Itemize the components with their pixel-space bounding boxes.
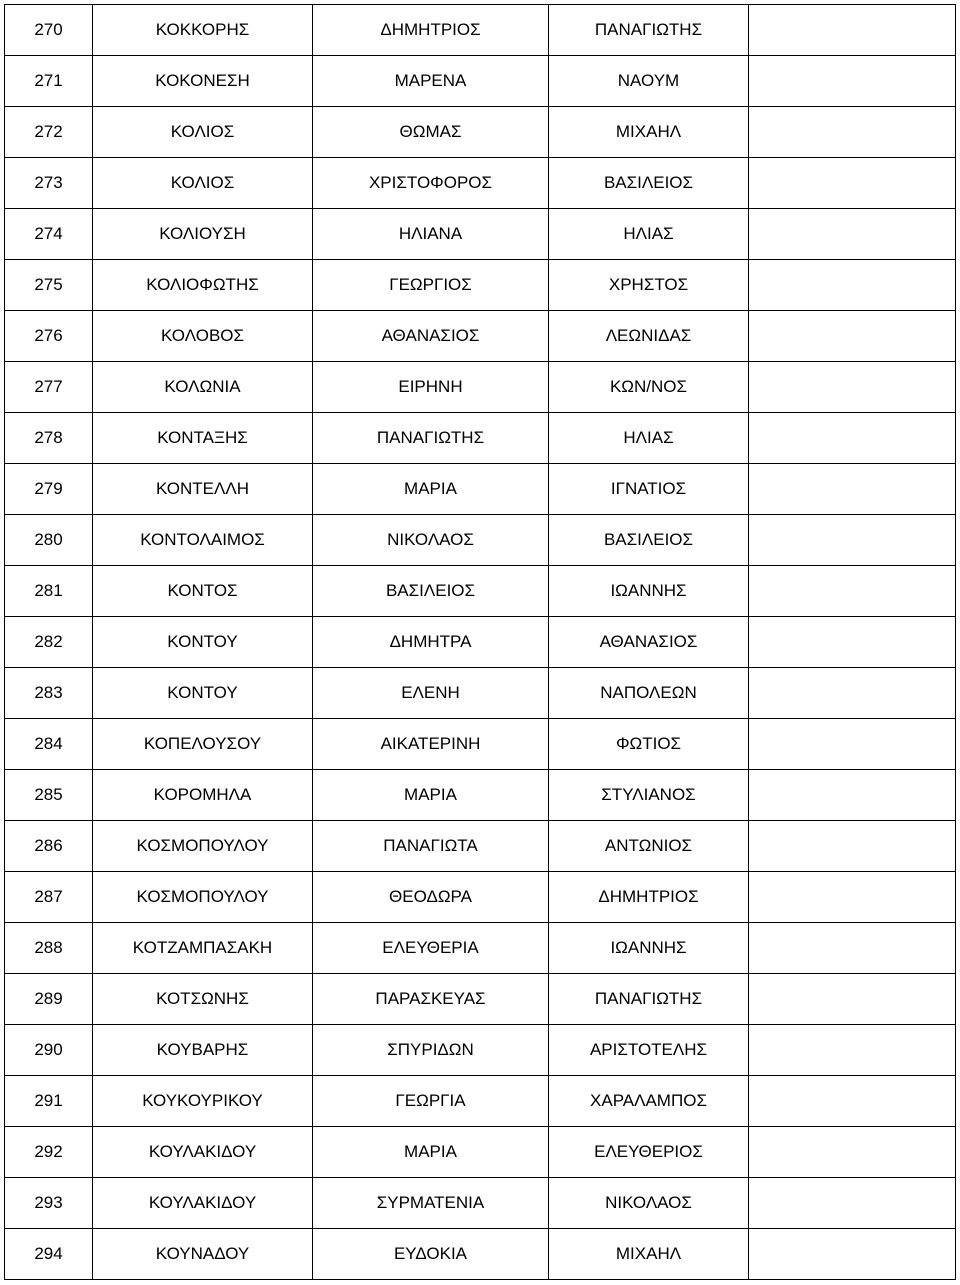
first-name-cell: ΣΠΥΡΙΔΩΝ — [313, 1025, 549, 1076]
row-number: 279 — [5, 464, 93, 515]
blank-cell — [749, 362, 956, 413]
row-number: 284 — [5, 719, 93, 770]
blank-cell — [749, 1025, 956, 1076]
table-row — [5, 56, 956, 107]
row-number: 277 — [5, 362, 93, 413]
surname-cell: ΚΟΝΤΕΛΛΗ — [93, 464, 313, 515]
father-name-cell: ΙΓΝΑΤΙΟΣ — [549, 464, 749, 515]
row-number: 286 — [5, 821, 93, 872]
blank-cell — [749, 566, 956, 617]
father-name-cell: ΠΑΝΑΓΙΩΤΗΣ — [549, 974, 749, 1025]
first-name-cell: ΔΗΜΗΤΡΙΟΣ — [313, 5, 549, 56]
row-number: 271 — [5, 56, 93, 107]
surname-cell: ΚΟΠΕΛΟΥΣΟΥ — [93, 719, 313, 770]
first-name-cell: ΜΑΡΙΑ — [313, 464, 549, 515]
surname-cell: ΚΟΛΙΟΣ — [93, 107, 313, 158]
roster-table — [4, 4, 956, 1280]
first-name-cell: ΗΛΙΑΝΑ — [313, 209, 549, 260]
father-name-cell: ΚΩΝ/ΝΟΣ — [549, 362, 749, 413]
first-name-cell: ΠΑΡΑΣΚΕΥΑΣ — [313, 974, 549, 1025]
blank-cell — [749, 464, 956, 515]
father-name-cell: ΣΤΥΛΙΑΝΟΣ — [549, 770, 749, 821]
row-number: 294 — [5, 1229, 93, 1280]
first-name-cell: ΓΕΩΡΓΙΑ — [313, 1076, 549, 1127]
surname-cell: ΚΟΡΟΜΗΛΑ — [93, 770, 313, 821]
table-row — [5, 464, 956, 515]
surname-cell: ΚΟΚΟΝΕΣΗ — [93, 56, 313, 107]
first-name-cell: ΓΕΩΡΓΙΟΣ — [313, 260, 549, 311]
table-row — [5, 1025, 956, 1076]
table-row — [5, 974, 956, 1025]
surname-cell: ΚΟΣΜΟΠΟΥΛΟΥ — [93, 872, 313, 923]
row-number: 282 — [5, 617, 93, 668]
father-name-cell: ΑΝΤΩΝΙΟΣ — [549, 821, 749, 872]
father-name-cell: ΕΛΕΥΘΕΡΙΟΣ — [549, 1127, 749, 1178]
surname-cell: ΚΟΝΤΟΛΑΙΜΟΣ — [93, 515, 313, 566]
row-number: 290 — [5, 1025, 93, 1076]
father-name-cell: ΑΡΙΣΤΟΤΕΛΗΣ — [549, 1025, 749, 1076]
table-row — [5, 260, 956, 311]
first-name-cell: ΧΡΙΣΤΟΦΟΡΟΣ — [313, 158, 549, 209]
row-number: 276 — [5, 311, 93, 362]
first-name-cell: ΔΗΜΗΤΡΑ — [313, 617, 549, 668]
table-row — [5, 158, 956, 209]
surname-cell: ΚΟΥΝΑΔΟΥ — [93, 1229, 313, 1280]
first-name-cell: ΑΙΚΑΤΕΡΙΝΗ — [313, 719, 549, 770]
father-name-cell: ΔΗΜΗΤΡΙΟΣ — [549, 872, 749, 923]
surname-cell: ΚΟΛΙΟΣ — [93, 158, 313, 209]
surname-cell: ΚΟΝΤΑΞΗΣ — [93, 413, 313, 464]
roster-body — [5, 5, 956, 1280]
blank-cell — [749, 719, 956, 770]
table-row — [5, 515, 956, 566]
table-row — [5, 1178, 956, 1229]
surname-cell: ΚΟΛΙΟΥΣΗ — [93, 209, 313, 260]
father-name-cell: ΝΙΚΟΛΑΟΣ — [549, 1178, 749, 1229]
blank-cell — [749, 1178, 956, 1229]
father-name-cell: ΧΡΗΣΤΟΣ — [549, 260, 749, 311]
table-row — [5, 821, 956, 872]
row-number: 278 — [5, 413, 93, 464]
blank-cell — [749, 56, 956, 107]
row-number: 289 — [5, 974, 93, 1025]
blank-cell — [749, 872, 956, 923]
blank-cell — [749, 1229, 956, 1280]
row-number: 287 — [5, 872, 93, 923]
father-name-cell: ΙΩΑΝΝΗΣ — [549, 566, 749, 617]
table-row — [5, 770, 956, 821]
surname-cell: ΚΟΛΟΒΟΣ — [93, 311, 313, 362]
surname-cell: ΚΟΝΤΟΣ — [93, 566, 313, 617]
father-name-cell: ΗΛΙΑΣ — [549, 413, 749, 464]
row-number: 293 — [5, 1178, 93, 1229]
blank-cell — [749, 668, 956, 719]
first-name-cell: ΘΕΟΔΩΡΑ — [313, 872, 549, 923]
surname-cell: ΚΟΥΛΑΚΙΔΟΥ — [93, 1127, 313, 1178]
table-row — [5, 617, 956, 668]
first-name-cell: ΠΑΝΑΓΙΩΤΑ — [313, 821, 549, 872]
father-name-cell: ΜΙΧΑΗΛ — [549, 107, 749, 158]
table-row — [5, 719, 956, 770]
first-name-cell: ΝΙΚΟΛΑΟΣ — [313, 515, 549, 566]
first-name-cell: ΜΑΡΕΝΑ — [313, 56, 549, 107]
first-name-cell: ΑΘΑΝΑΣΙΟΣ — [313, 311, 549, 362]
table-row — [5, 5, 956, 56]
first-name-cell: ΕΛΕΝΗ — [313, 668, 549, 719]
surname-cell: ΚΟΣΜΟΠΟΥΛΟΥ — [93, 821, 313, 872]
row-number: 270 — [5, 5, 93, 56]
father-name-cell: ΜΙΧΑΗΛ — [549, 1229, 749, 1280]
first-name-cell: ΣΥΡΜΑΤΕΝΙΑ — [313, 1178, 549, 1229]
table-row — [5, 209, 956, 260]
table-row — [5, 668, 956, 719]
surname-cell: ΚΟΚΚΟΡΗΣ — [93, 5, 313, 56]
table-row — [5, 872, 956, 923]
first-name-cell: ΕΥΔΟΚΙΑ — [313, 1229, 549, 1280]
table-row — [5, 413, 956, 464]
surname-cell: ΚΟΥΒΑΡΗΣ — [93, 1025, 313, 1076]
blank-cell — [749, 209, 956, 260]
table-row — [5, 566, 956, 617]
father-name-cell: ΙΩΑΝΝΗΣ — [549, 923, 749, 974]
row-number: 292 — [5, 1127, 93, 1178]
father-name-cell: ΒΑΣΙΛΕΙΟΣ — [549, 515, 749, 566]
row-number: 281 — [5, 566, 93, 617]
row-number: 273 — [5, 158, 93, 209]
father-name-cell: ΠΑΝΑΓΙΩΤΗΣ — [549, 5, 749, 56]
father-name-cell: ΒΑΣΙΛΕΙΟΣ — [549, 158, 749, 209]
father-name-cell: ΑΘΑΝΑΣΙΟΣ — [549, 617, 749, 668]
blank-cell — [749, 974, 956, 1025]
table-row — [5, 362, 956, 413]
table-row — [5, 923, 956, 974]
father-name-cell: ΦΩΤΙΟΣ — [549, 719, 749, 770]
row-number: 275 — [5, 260, 93, 311]
blank-cell — [749, 515, 956, 566]
blank-cell — [749, 1076, 956, 1127]
blank-cell — [749, 260, 956, 311]
first-name-cell: ΕΙΡΗΝΗ — [313, 362, 549, 413]
first-name-cell: ΜΑΡΙΑ — [313, 770, 549, 821]
surname-cell: ΚΟΤΖΑΜΠΑΣΑΚΗ — [93, 923, 313, 974]
row-number: 288 — [5, 923, 93, 974]
blank-cell — [749, 923, 956, 974]
surname-cell: ΚΟΛΙΟΦΩΤΗΣ — [93, 260, 313, 311]
father-name-cell: ΝΑΟΥΜ — [549, 56, 749, 107]
blank-cell — [749, 158, 956, 209]
blank-cell — [749, 5, 956, 56]
surname-cell: ΚΟΝΤΟΥ — [93, 617, 313, 668]
first-name-cell: ΒΑΣΙΛΕΙΟΣ — [313, 566, 549, 617]
blank-cell — [749, 311, 956, 362]
row-number: 283 — [5, 668, 93, 719]
row-number: 280 — [5, 515, 93, 566]
blank-cell — [749, 770, 956, 821]
surname-cell: ΚΟΤΣΩΝΗΣ — [93, 974, 313, 1025]
blank-cell — [749, 617, 956, 668]
table-row — [5, 1127, 956, 1178]
row-number: 291 — [5, 1076, 93, 1127]
surname-cell: ΚΟΝΤΟΥ — [93, 668, 313, 719]
father-name-cell: ΝΑΠΟΛΕΩΝ — [549, 668, 749, 719]
blank-cell — [749, 1127, 956, 1178]
first-name-cell: ΜΑΡΙΑ — [313, 1127, 549, 1178]
father-name-cell: ΧΑΡΑΛΑΜΠΟΣ — [549, 1076, 749, 1127]
table-row — [5, 1076, 956, 1127]
row-number: 285 — [5, 770, 93, 821]
row-number: 272 — [5, 107, 93, 158]
blank-cell — [749, 413, 956, 464]
father-name-cell: ΛΕΩΝΙΔΑΣ — [549, 311, 749, 362]
surname-cell: ΚΟΥΚΟΥΡΙΚΟΥ — [93, 1076, 313, 1127]
first-name-cell: ΕΛΕΥΘΕΡΙΑ — [313, 923, 549, 974]
table-row — [5, 311, 956, 362]
surname-cell: ΚΟΛΩΝΙΑ — [93, 362, 313, 413]
table-row — [5, 1229, 956, 1280]
blank-cell — [749, 107, 956, 158]
row-number: 274 — [5, 209, 93, 260]
first-name-cell: ΘΩΜΑΣ — [313, 107, 549, 158]
blank-cell — [749, 821, 956, 872]
table-row — [5, 107, 956, 158]
father-name-cell: ΗΛΙΑΣ — [549, 209, 749, 260]
surname-cell: ΚΟΥΛΑΚΙΔΟΥ — [93, 1178, 313, 1229]
first-name-cell: ΠΑΝΑΓΙΩΤΗΣ — [313, 413, 549, 464]
